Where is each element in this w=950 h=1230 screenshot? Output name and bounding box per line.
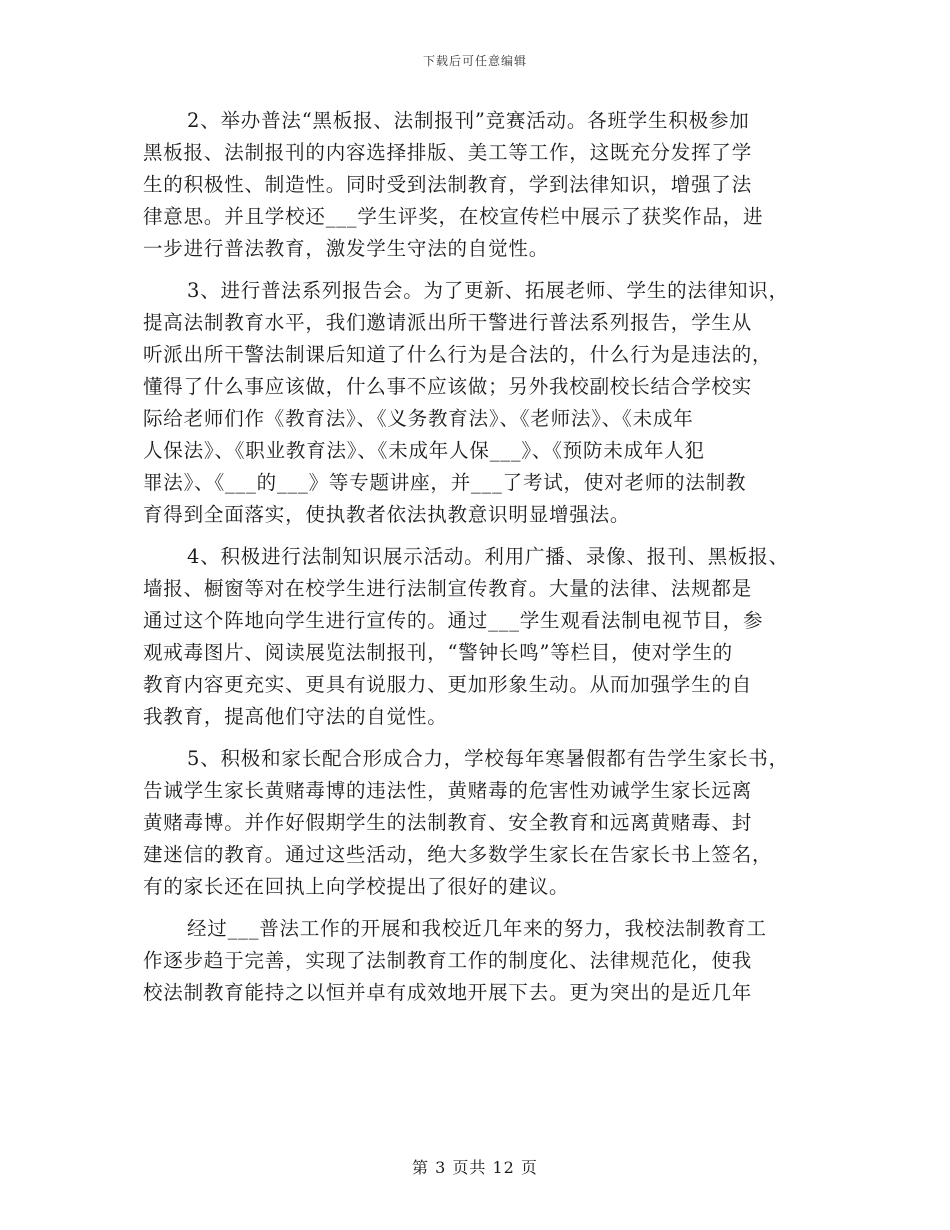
text-line: 育得到全面落实，使执教者依法执教意识明显增强法。: [143, 503, 631, 526]
paragraph-summary: [143, 913, 811, 1009]
text-line: 3、进行普法系列报告会。为了更新、拓展老师、学生的法律知识，: [187, 279, 789, 302]
text-line: 5、积极和家长配合形成合力，学校每年寒暑假都有告学生家长书，: [187, 747, 789, 770]
text-line: 黑板报、法制报刊的内容选择排版、美工等工作，这既充分发挥了学: [143, 141, 753, 164]
text-line: 墙报、橱窗等对在校学生进行法制宣传教育。大量的法律、法规都是: [143, 577, 753, 600]
text-line: 我教育，提高他们守法的自觉性。: [143, 705, 448, 728]
text-line: 校法制教育能持之以恒并卓有成效地开展下去。更为突出的是近几年: [143, 981, 753, 1004]
text-line: 经过___普法工作的开展和我校近几年来的努力，我校法制教育工: [187, 917, 767, 940]
text-line: 罪法》、《___的___》等专题讲座，并___了考试，使对老师的法制教: [143, 471, 747, 494]
text-line: 生的积极性、制造性。同时受到法制教育，学到法律知识，增强了法: [143, 173, 753, 196]
text-line: 人保法》、《职业教育法》、《未成年人保___》、《预防未成年人犯: [143, 439, 705, 462]
text-line: 作逐步趋于完善，实现了法制教育工作的制度化、法律规范化，使我: [143, 949, 753, 972]
text-line: 一步进行普法教育，激发学生守法的自觉性。: [143, 237, 550, 260]
text-line: 懂得了什么事应该做，什么事不应该做；另外我校副校长结合学校实: [143, 375, 753, 398]
text-line: 4、积极进行法制知识展示活动。利用广播、录像、报刊、黑板报、: [187, 545, 789, 568]
text-line: 教育内容更充实、更具有说服力、更加形象生动。从而加强学生的自: [143, 673, 753, 696]
text-line: 有的家长还在回执上向学校提出了很好的建议。: [143, 875, 570, 898]
paragraph-4: [143, 541, 811, 733]
text-line: 黄赌毒博。并作好假期学生的法制教育、安全教育和远离黄赌毒、封: [143, 811, 753, 834]
paragraph-3: [143, 275, 811, 531]
text-line: 告诫学生家长黄赌毒博的违法性，黄赌毒的危害性劝诫学生家长远离: [143, 779, 753, 802]
text-line: 提高法制教育水平，我们邀请派出所干警进行普法系列报告，学生从: [143, 311, 753, 334]
paragraph-5: [143, 743, 811, 903]
paragraph-2: [143, 105, 811, 265]
text-line: 听派出所干警法制课后知道了什么行为是合法的，什么行为是违法的，: [143, 343, 773, 366]
document-body: [143, 105, 811, 1019]
text-line: 律意思。并且学校还___学生评奖，在校宣传栏中展示了获奖作品，进: [143, 205, 764, 228]
text-line: 际给老师们作《教育法》、《义务教育法》、《老师法》、《未成年: [143, 407, 694, 430]
page-header: 下载后可任意编辑: [422, 54, 527, 68]
text-line: 2、举办普法“黑板报、法制报刊”竞赛活动。各班学生积极参加: [187, 109, 750, 132]
text-line: 通过这个阵地向学生进行宣传的。通过___学生观看法制电视节目，参: [143, 609, 764, 632]
text-line: 观戒毒图片、阅读展览法制报刊，“警钟长鸣”等栏目，使对学生的: [143, 641, 733, 664]
text-line: 建迷信的教育。通过这些活动，绝大多数学生家长在告家长书上签名，: [143, 843, 773, 866]
page-footer: 第 3 页共 12 页: [412, 1158, 538, 1177]
